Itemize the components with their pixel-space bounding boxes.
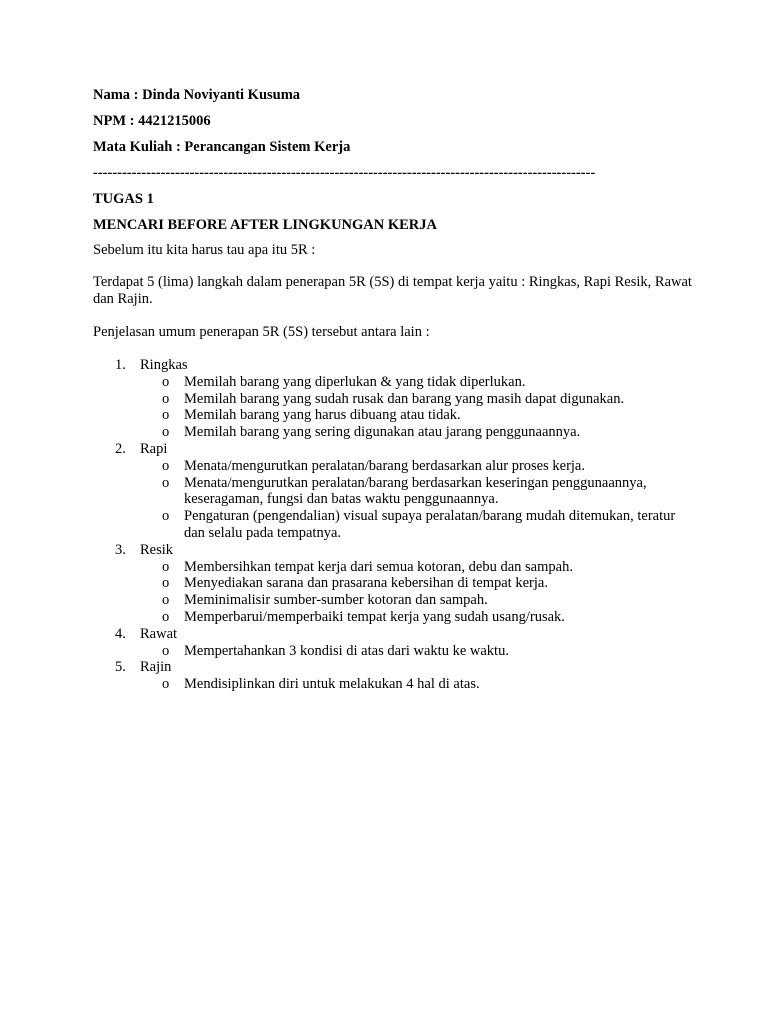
sub-list-item bbox=[140, 407, 693, 424]
bullet-icon: o bbox=[162, 508, 170, 525]
bullet-icon: o bbox=[162, 457, 170, 474]
sub-list-item bbox=[140, 374, 693, 391]
sub-list-item-text: Pengaturan (pengendalian) visual supaya peralatan/barang mudah ditemukan, teratur dan selalu pada tempatnya. bbox=[184, 508, 676, 541]
list-item bbox=[93, 659, 693, 693]
sub-list-item bbox=[140, 475, 693, 509]
five-r-list bbox=[93, 357, 693, 693]
bullet-icon: o bbox=[162, 407, 170, 424]
sub-list-item bbox=[140, 609, 693, 626]
sub-list-item bbox=[140, 676, 693, 693]
list-item-title: Rajin bbox=[140, 659, 172, 676]
sub-list bbox=[140, 643, 693, 660]
sub-list bbox=[140, 374, 693, 441]
list-item bbox=[93, 441, 693, 542]
sub-list bbox=[140, 676, 693, 693]
sub-list-item bbox=[140, 643, 693, 660]
document-content bbox=[93, 86, 693, 693]
list-item-title: Resik bbox=[140, 541, 174, 558]
separator-line: -------------------------------------------------------------------------------------------------------- bbox=[93, 165, 596, 181]
list-number: 3. bbox=[115, 541, 126, 558]
sub-list-item-text: Meminimalisir sumber-sumber kotoran dan sampah. bbox=[184, 592, 488, 609]
list-item bbox=[93, 357, 693, 441]
sub-list-item bbox=[140, 424, 693, 441]
sub-list-item-text: Memilah barang yang diperlukan & yang tidak diperlukan. bbox=[184, 373, 526, 390]
sub-list-item bbox=[140, 559, 693, 576]
sub-list-item-text: Membersihkan tempat kerja dari semua kotoran, debu dan sampah. bbox=[184, 558, 573, 575]
student-npm: NPM : 4421215006 bbox=[93, 113, 211, 129]
course-name: Mata Kuliah : Perancangan Sistem Kerja bbox=[93, 139, 351, 155]
bullet-icon: o bbox=[162, 592, 170, 609]
explain-paragraph: Penjelasan umum penerapan 5R (5S) tersebut antara lain : bbox=[93, 324, 430, 340]
list-item-title: Rawat bbox=[140, 625, 178, 642]
bullet-icon: o bbox=[162, 676, 170, 693]
list-number: 5. bbox=[115, 659, 126, 676]
sub-list-item-text: Memperbarui/memperbaiki tempat kerja yang sudah usang/rusak. bbox=[184, 608, 565, 625]
list-number: 4. bbox=[115, 625, 126, 642]
student-name: Nama : Dinda Noviyanti Kusuma bbox=[93, 87, 301, 103]
list-item bbox=[93, 626, 693, 660]
task-label: TUGAS 1 bbox=[93, 191, 154, 207]
sub-list-item bbox=[140, 458, 693, 475]
bullet-icon: o bbox=[162, 642, 170, 659]
list-number: 2. bbox=[115, 440, 126, 457]
sub-list-item-text: Menyediakan sarana dan prasarana kebersihan di tempat kerja. bbox=[184, 575, 548, 592]
task-title: MENCARI BEFORE AFTER LINGKUNGAN KERJA bbox=[93, 217, 437, 233]
bullet-icon: o bbox=[162, 424, 170, 441]
sub-list-item bbox=[140, 575, 693, 592]
bullet-icon: o bbox=[162, 558, 170, 575]
intro-paragraph: Sebelum itu kita harus tau apa itu 5R : bbox=[93, 242, 316, 258]
sub-list-item-text: Memilah barang yang sudah rusak dan barang yang masih dapat digunakan. bbox=[184, 390, 625, 407]
sub-list-item-text: Memilah barang yang sering digunakan atau jarang penggunaannya. bbox=[184, 424, 581, 441]
list-item-title: Rapi bbox=[140, 440, 168, 457]
sub-list-item bbox=[140, 391, 693, 408]
sub-list-item-text: Mendisiplinkan diri untuk melakukan 4 hal di atas. bbox=[184, 676, 480, 693]
sub-list-item-text: Memilah barang yang harus dibuang atau tidak. bbox=[184, 407, 461, 424]
sub-list-item bbox=[140, 508, 693, 542]
sub-list-item-text: Menata/mengurutkan peralatan/barang berdasarkan keseringan penggunaannya, keseragaman, fungsi dan batas waktu penggunaannya. bbox=[184, 474, 647, 508]
sub-list-item bbox=[140, 592, 693, 609]
list-item-title: Ringkas bbox=[140, 357, 188, 373]
steps-paragraph: Terdapat 5 (lima) langkah dalam penerapan 5R (5S) di tempat kerja yaitu : Ringkas, Rapi Resik, Rawat dan Rajin. bbox=[93, 274, 692, 307]
sub-list-item-text: Mempertahankan 3 kondisi di atas dari waktu ke waktu. bbox=[184, 642, 509, 659]
list-item bbox=[93, 542, 693, 626]
bullet-icon: o bbox=[162, 373, 170, 390]
bullet-icon: o bbox=[162, 474, 170, 491]
sub-list bbox=[140, 458, 693, 542]
sub-list bbox=[140, 559, 693, 626]
bullet-icon: o bbox=[162, 390, 170, 407]
bullet-icon: o bbox=[162, 608, 170, 625]
list-number: 1. bbox=[115, 357, 126, 373]
bullet-icon: o bbox=[162, 575, 170, 592]
sub-list-item-text: Menata/mengurutkan peralatan/barang berdasarkan alur proses kerja. bbox=[184, 457, 585, 474]
